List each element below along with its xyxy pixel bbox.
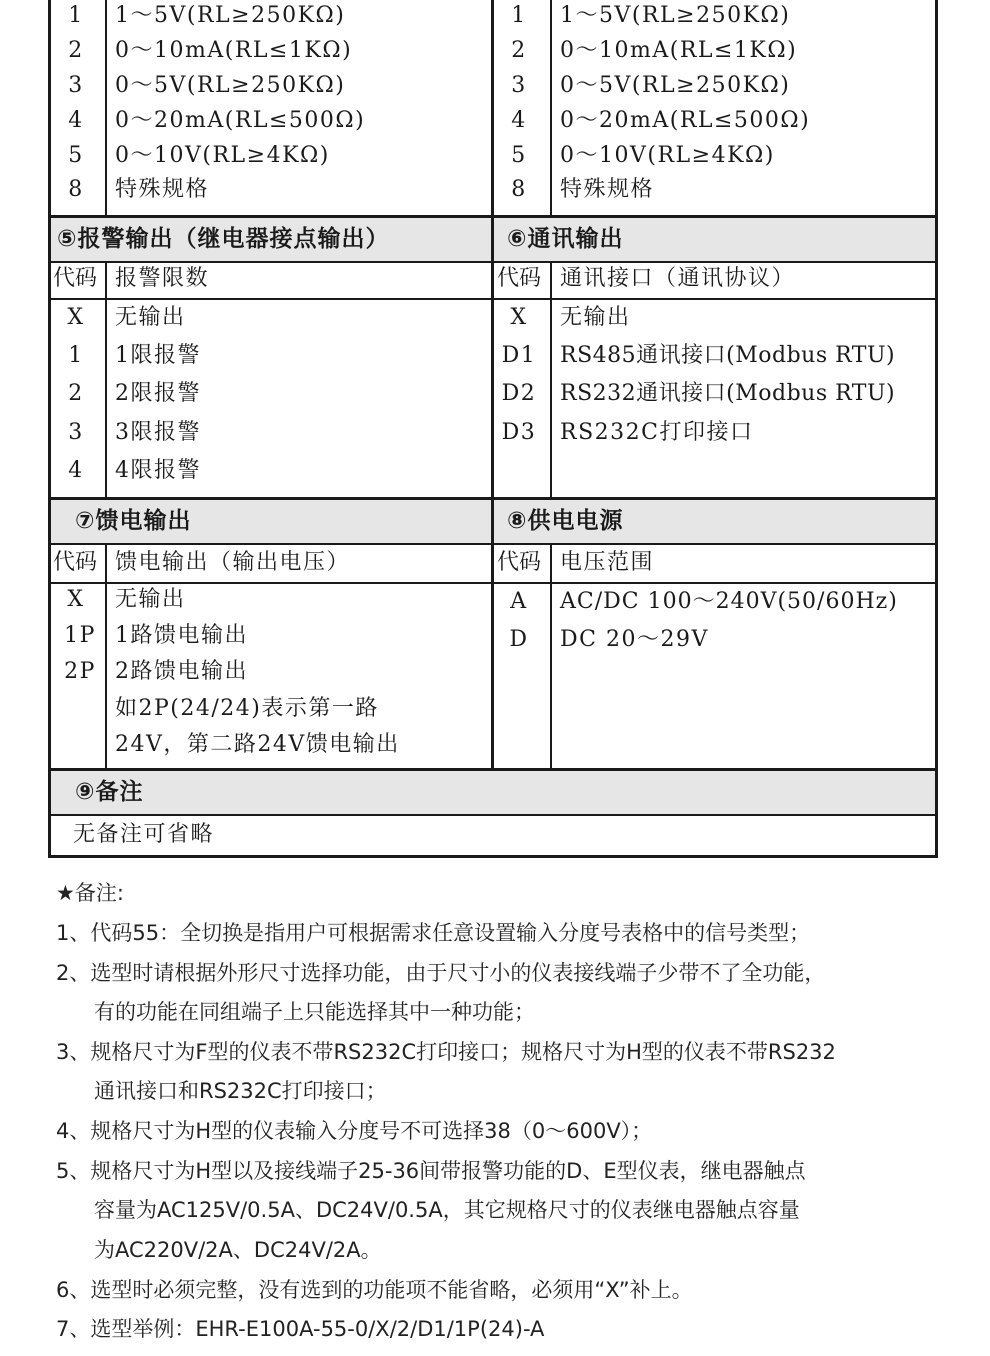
desc-cell: 无输出 — [115, 305, 186, 330]
divider — [51, 814, 935, 816]
code-cell: 2 — [511, 38, 527, 63]
code-cell: 3 — [511, 73, 527, 98]
code-header: 代码 — [53, 550, 98, 575]
code-cell: 3 — [68, 73, 84, 98]
note-line: 容量为AC125V/0.5A、DC24V/0.5A，其它规格尺寸的仪表继电器触点容量 — [94, 1198, 800, 1222]
code-header: 代码 — [497, 550, 542, 575]
note-line: 有的功能在同组端子上只能选择其中一种功能； — [94, 1000, 535, 1024]
code-cell: X — [67, 305, 85, 330]
section9-title: ⑨备注 — [75, 779, 144, 805]
desc-cell: 如2P(24/24)表示第一路 — [115, 696, 379, 721]
note-line: 4、规格尺寸为H型的仪表输入分度号不可选择38（0～600V）； — [56, 1119, 653, 1143]
code-cell: 1 — [68, 343, 84, 368]
desc-cell: 2路馈电输出 — [115, 659, 248, 684]
code-cell: 2 — [68, 38, 84, 63]
desc-cell: RS485通讯接口(Modbus RTU) — [560, 343, 896, 368]
desc-cell: 3限报警 — [115, 420, 201, 445]
note-line: 为AC220V/2A、DC24V/2A。 — [94, 1238, 382, 1262]
code-cell: 1 — [511, 3, 527, 28]
desc-cell: 1～5V(RL≥250KΩ) — [560, 3, 791, 28]
code-cell: D1 — [501, 343, 537, 368]
desc-cell: RS232通讯接口(Modbus RTU) — [560, 381, 896, 406]
code-cell: D — [509, 627, 529, 652]
note-line: 6、选型时必须完整，没有选到的功能项不能省略，必须用“X”补上。 — [56, 1278, 693, 1302]
desc-cell: 0～5V(RL≥250KΩ) — [560, 73, 791, 98]
code-header: 代码 — [53, 266, 98, 291]
desc-header: 电压范围 — [560, 550, 655, 575]
note-line: 通讯接口和RS232C打印接口； — [94, 1079, 387, 1103]
code-cell: 5 — [511, 143, 527, 168]
desc-cell: 24V，第二路24V馈电输出 — [115, 732, 400, 757]
note-line: 5、规格尺寸为H型以及接线端子25-36间带报警功能的D、E型仪表，继电器触点 — [56, 1159, 806, 1183]
note-line: 2、选型时请根据外形尺寸选择功能，由于尺寸小的仪表接线端子少带不了全功能， — [56, 961, 826, 985]
code-cell: 3 — [68, 420, 84, 445]
code-cell: D3 — [501, 420, 537, 445]
column-divider — [105, 0, 107, 215]
desc-header: 通讯接口（通讯协议） — [560, 266, 796, 291]
note-line: 1、代码55：全切换是指用户可根据需求任意设置输入分度号表格中的信号类型； — [56, 921, 811, 945]
desc-cell: 特殊规格 — [560, 177, 655, 202]
code-cell: 1 — [68, 3, 84, 28]
section7-title: ⑦馈电输出 — [75, 508, 192, 534]
note-line: 3、规格尺寸为F型的仪表不带RS232C打印接口；规格尺寸为H型的仪表不带RS232 — [56, 1040, 836, 1064]
desc-cell: 0～10mA(RL≤1KΩ) — [115, 38, 353, 63]
note-line: 7、选型举例：EHR-E100A-55-0/X/2/D1/1P(24)-A — [56, 1317, 545, 1341]
code-cell: 4 — [68, 458, 84, 483]
code-cell: 1P — [64, 623, 96, 648]
code-cell: 8 — [68, 177, 84, 202]
section6-title: ⑥通讯输出 — [507, 226, 624, 252]
code-cell: X — [510, 305, 528, 330]
desc-cell: 4限报警 — [115, 458, 201, 483]
desc-cell: 0～5V(RL≥250KΩ) — [115, 73, 346, 98]
remark-text: 无备注可省略 — [73, 822, 215, 847]
code-cell: X — [67, 587, 85, 612]
desc-cell: RS232C打印接口 — [560, 420, 754, 445]
desc-cell: 无输出 — [115, 587, 186, 612]
desc-cell: 0～10V(RL≥4KΩ) — [115, 143, 330, 168]
section5-title: ⑤报警输出（继电器接点输出） — [57, 226, 390, 252]
column-divider — [105, 543, 107, 768]
desc-cell: 1限报警 — [115, 343, 201, 368]
column-divider — [105, 261, 107, 497]
desc-cell: 无输出 — [560, 305, 631, 330]
desc-cell: 0～20mA(RL≤500Ω) — [115, 108, 366, 133]
code-cell: 8 — [511, 177, 527, 202]
desc-cell: DC 20～29V — [560, 627, 709, 652]
selection-table — [48, 0, 938, 858]
desc-cell: 特殊规格 — [115, 177, 210, 202]
desc-cell: 0～10V(RL≥4KΩ) — [560, 143, 775, 168]
desc-cell: 1路馈电输出 — [115, 623, 248, 648]
code-cell: 2 — [68, 381, 84, 406]
desc-cell: AC/DC 100～240V(50/60Hz) — [560, 589, 898, 614]
desc-cell: 1～5V(RL≥250KΩ) — [115, 3, 346, 28]
notes-heading: ★备注: — [56, 881, 124, 905]
code-cell: 4 — [511, 108, 527, 133]
desc-cell: 2限报警 — [115, 381, 201, 406]
section8-title: ⑧供电电源 — [507, 508, 624, 534]
code-cell: D2 — [501, 381, 537, 406]
code-cell: 2P — [64, 659, 96, 684]
code-cell: 4 — [68, 108, 84, 133]
column-divider — [550, 261, 552, 497]
desc-cell: 0～10mA(RL≤1KΩ) — [560, 38, 798, 63]
desc-header: 报警限数 — [115, 266, 210, 291]
desc-header: 馈电输出（输出电压） — [115, 550, 351, 575]
code-cell: 5 — [68, 143, 84, 168]
column-divider — [550, 543, 552, 768]
code-cell: A — [510, 589, 528, 614]
section9-title-band — [51, 771, 935, 814]
code-header: 代码 — [497, 266, 542, 291]
column-divider — [550, 0, 552, 215]
desc-cell: 0～20mA(RL≤500Ω) — [560, 108, 811, 133]
